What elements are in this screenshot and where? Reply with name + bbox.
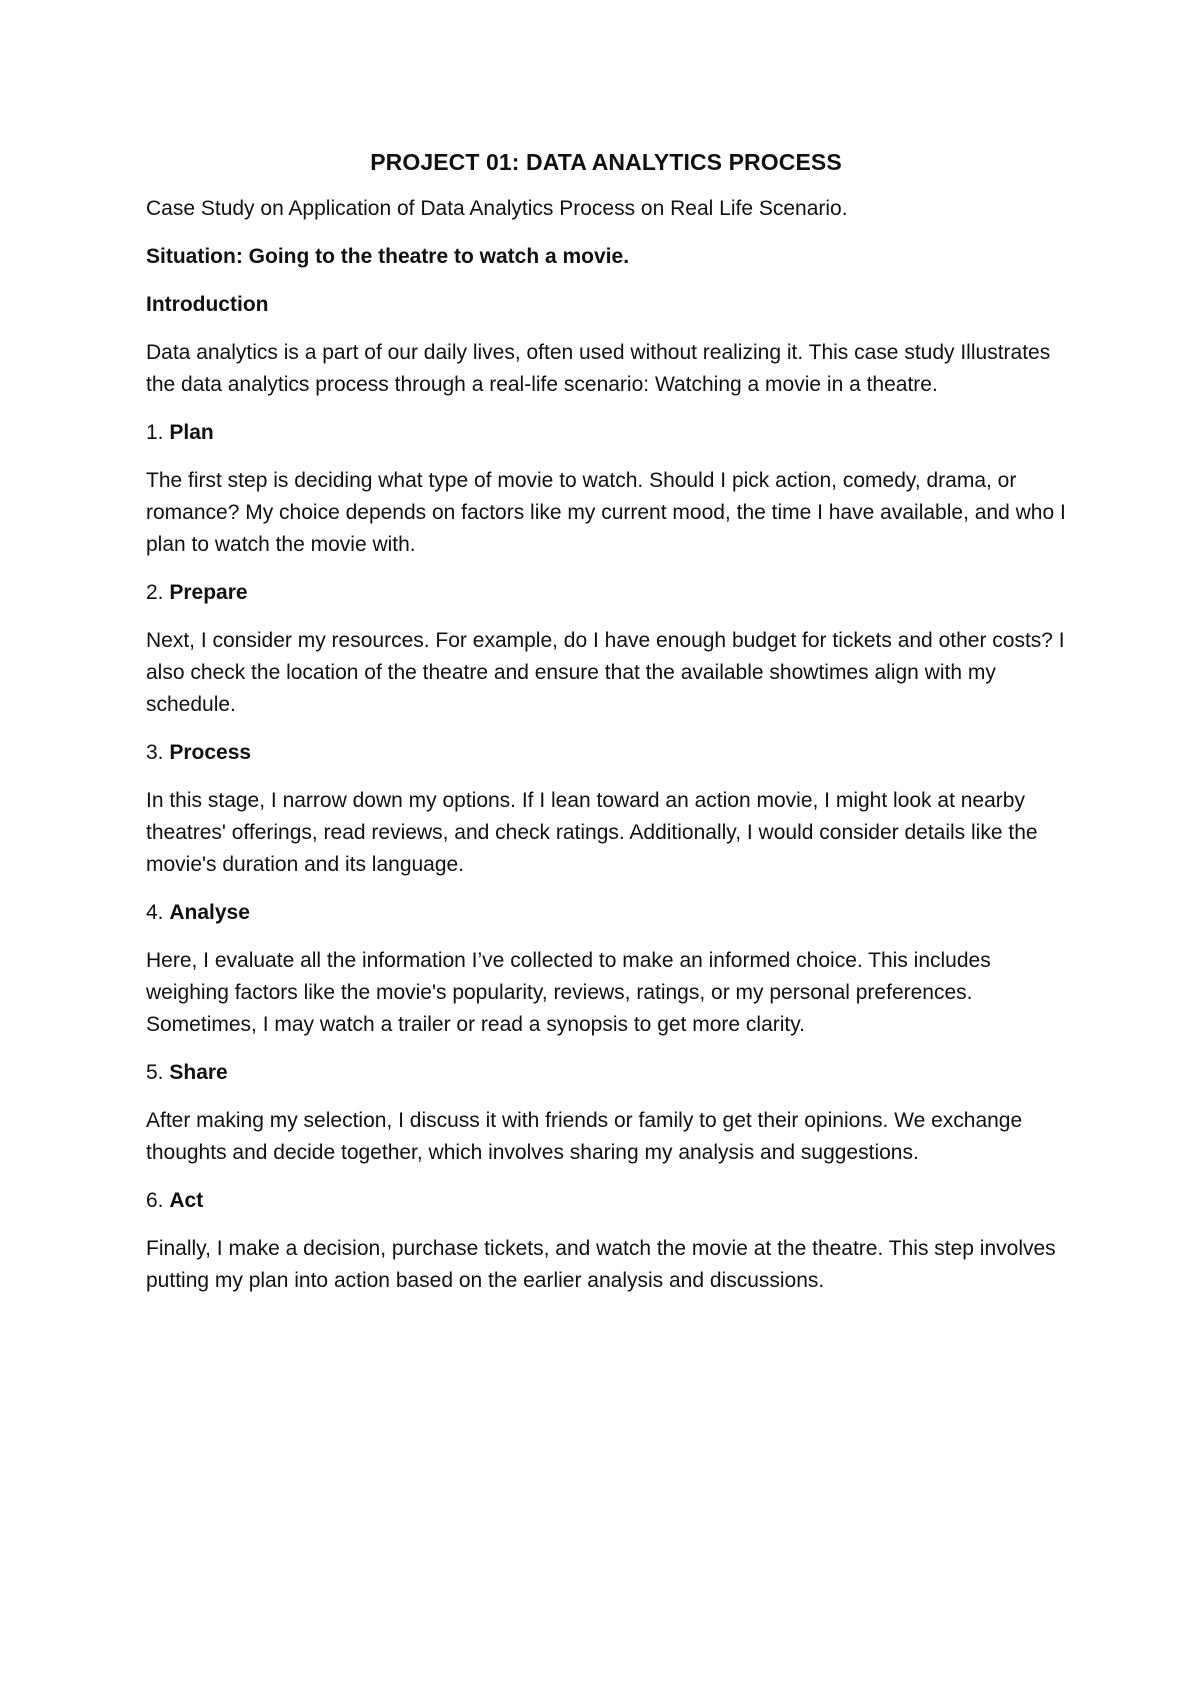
section-number: 6. — [146, 1189, 170, 1212]
section-label: Process — [169, 741, 252, 764]
section-heading-prepare — [146, 577, 1066, 609]
section-text-plan: The first step is deciding what type of movie to watch. Should I pick action, comedy, drama, or romance? My choice depends on factors like my current mood, the time I have available, and who I plan to watch the movie with. — [146, 469, 1066, 556]
document-title: PROJECT 01: DATA ANALYTICS PROCESS — [370, 149, 842, 175]
section-number: 5. — [146, 1061, 170, 1084]
section-heading-share — [146, 1057, 1066, 1089]
section-text-process: In this stage, I narrow down my options. If I lean toward an action movie, I might look at nearby theatres' offerings, read reviews, and check ratings. Additionally, I would consider details like the movie's duration and its language. — [146, 789, 1038, 876]
section-label: Analyse — [169, 901, 250, 924]
intro-heading: Introduction — [146, 293, 269, 316]
section-text-act: Finally, I make a decision, purchase tickets, and watch the movie at the theatre. This step involves putting my plan into action based on the earlier analysis and discussions. — [146, 1237, 1056, 1292]
section-label: Prepare — [169, 581, 248, 604]
section-heading-plan — [146, 417, 1066, 449]
intro-paragraph: Data analytics is a part of our daily lives, often used without realizing it. This case study Illustrates the data analytics process through a real-life scenario: Watching a movie in a theatre. — [146, 341, 1051, 396]
document-subtitle: Case Study on Application of Data Analytics Process on Real Life Scenario. — [146, 197, 848, 220]
section-text-prepare: Next, I consider my resources. For example, do I have enough budget for tickets and other costs? I also check the location of the theatre and ensure that the available showtimes align with my schedule. — [146, 629, 1065, 716]
situation-line: Situation: Going to the theatre to watch a movie. — [146, 245, 630, 268]
section-label: Share — [169, 1061, 228, 1084]
section-number: 4. — [146, 901, 170, 924]
section-heading-analyse — [146, 897, 1066, 929]
section-text-share: After making my selection, I discuss it with friends or family to get their opinions. We exchange thoughts and decide together, which involves sharing my analysis and suggestions. — [146, 1109, 1023, 1164]
section-number: 2. — [146, 581, 170, 604]
section-heading-process — [146, 737, 1066, 769]
section-number: 3. — [146, 741, 170, 764]
document-body — [146, 147, 1066, 1313]
section-label: Act — [169, 1189, 204, 1212]
section-text-analyse: Here, I evaluate all the information I’ve collected to make an informed choice. This includes weighing factors like the movie's popularity, reviews, ratings, or my personal preferences. Sometimes, I may watch a trailer or read a synopsis to get more clarity. — [146, 949, 991, 1036]
section-label: Plan — [169, 421, 214, 444]
section-number: 1. — [146, 421, 170, 444]
section-heading-act — [146, 1185, 1066, 1217]
